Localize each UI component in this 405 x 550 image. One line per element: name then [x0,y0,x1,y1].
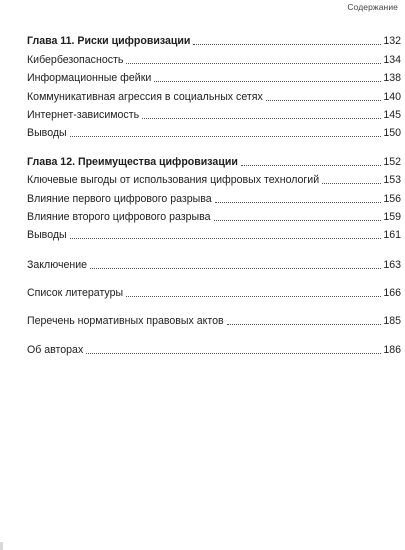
spacer [27,140,401,150]
toc-entry-conclusion[interactable] [27,253,401,271]
spacer [27,328,401,338]
toc-entry-title: Глава 12. Преимущества цифровизации [27,155,238,168]
toc-entry-page: 134 [383,53,401,66]
dot-leader [70,136,382,137]
toc-entry-title: Перечень нормативных правовых актов [27,315,224,328]
toc-entry-page: 186 [383,343,401,356]
dot-leader [214,220,382,221]
toc-entry-title: Список литературы [27,287,124,300]
dot-leader [90,268,381,269]
toc-entry-title: Коммуникативная агрессия в социальных сетях [27,90,263,103]
spacer [27,272,401,282]
spacer [27,242,401,253]
toc-entry-legal-acts[interactable] [27,310,401,328]
toc-entry[interactable] [27,85,401,103]
toc-entry-page: 150 [383,127,401,140]
toc-entry-title: Заключение [27,258,88,271]
table-of-contents [27,30,401,357]
toc-entry[interactable] [27,67,401,85]
toc-entry-authors[interactable] [27,338,401,356]
dot-leader [193,44,381,45]
toc-entry-title: Глава 11. Риски цифровизации [27,35,191,48]
toc-entry-page: 185 [383,315,401,328]
toc-entry-page: 163 [383,258,401,271]
page-edge-mark [0,542,3,550]
toc-entry-page: 152 [383,155,401,168]
spacer [27,300,401,310]
toc-entry-title: Об авторах [27,343,84,356]
dot-leader [266,100,382,101]
toc-entry[interactable] [27,187,401,205]
toc-entry-title: Выводы [27,127,67,140]
dot-leader [322,183,381,184]
toc-entry-page: 145 [383,108,401,121]
toc-entry-title: Влияние второго цифрового разрыва [27,210,211,223]
dot-leader [126,296,381,297]
dot-leader [215,202,382,203]
toc-entry-page: 161 [383,229,401,242]
toc-entry[interactable] [27,48,401,66]
toc-entry-page: 156 [383,192,401,205]
toc-entry[interactable] [27,122,401,140]
toc-entry-page: 132 [383,35,401,48]
running-header: Содержание [347,2,398,12]
toc-entry-title: Ключевые выгоды от использования цифровых технологий [27,174,320,187]
dot-leader [70,238,382,239]
toc-entry-title: Влияние первого цифрового разрыва [27,192,212,205]
toc-entry[interactable] [27,169,401,187]
dot-leader [241,165,381,166]
dot-leader [154,81,381,82]
toc-entry-title: Выводы [27,229,67,242]
toc-chapter-12[interactable] [27,150,401,168]
toc-entry-page: 140 [383,90,401,103]
dot-leader [227,324,382,325]
toc-entry-references[interactable] [27,282,401,300]
toc-entry[interactable] [27,104,401,122]
toc-entry-page: 159 [383,210,401,223]
toc-entry[interactable] [27,206,401,224]
dot-leader [142,118,381,119]
dot-leader [126,63,381,64]
toc-entry-title: Интернет-зависимость [27,108,140,121]
toc-entry-page: 138 [383,72,401,85]
dot-leader [86,353,381,354]
toc-chapter-11[interactable] [27,30,401,48]
toc-entry-page: 166 [383,287,401,300]
toc-entry[interactable] [27,224,401,242]
toc-entry-title: Кибербезопасность [27,53,124,66]
toc-entry-page: 153 [383,174,401,187]
toc-entry-title: Информационные фейки [27,72,152,85]
